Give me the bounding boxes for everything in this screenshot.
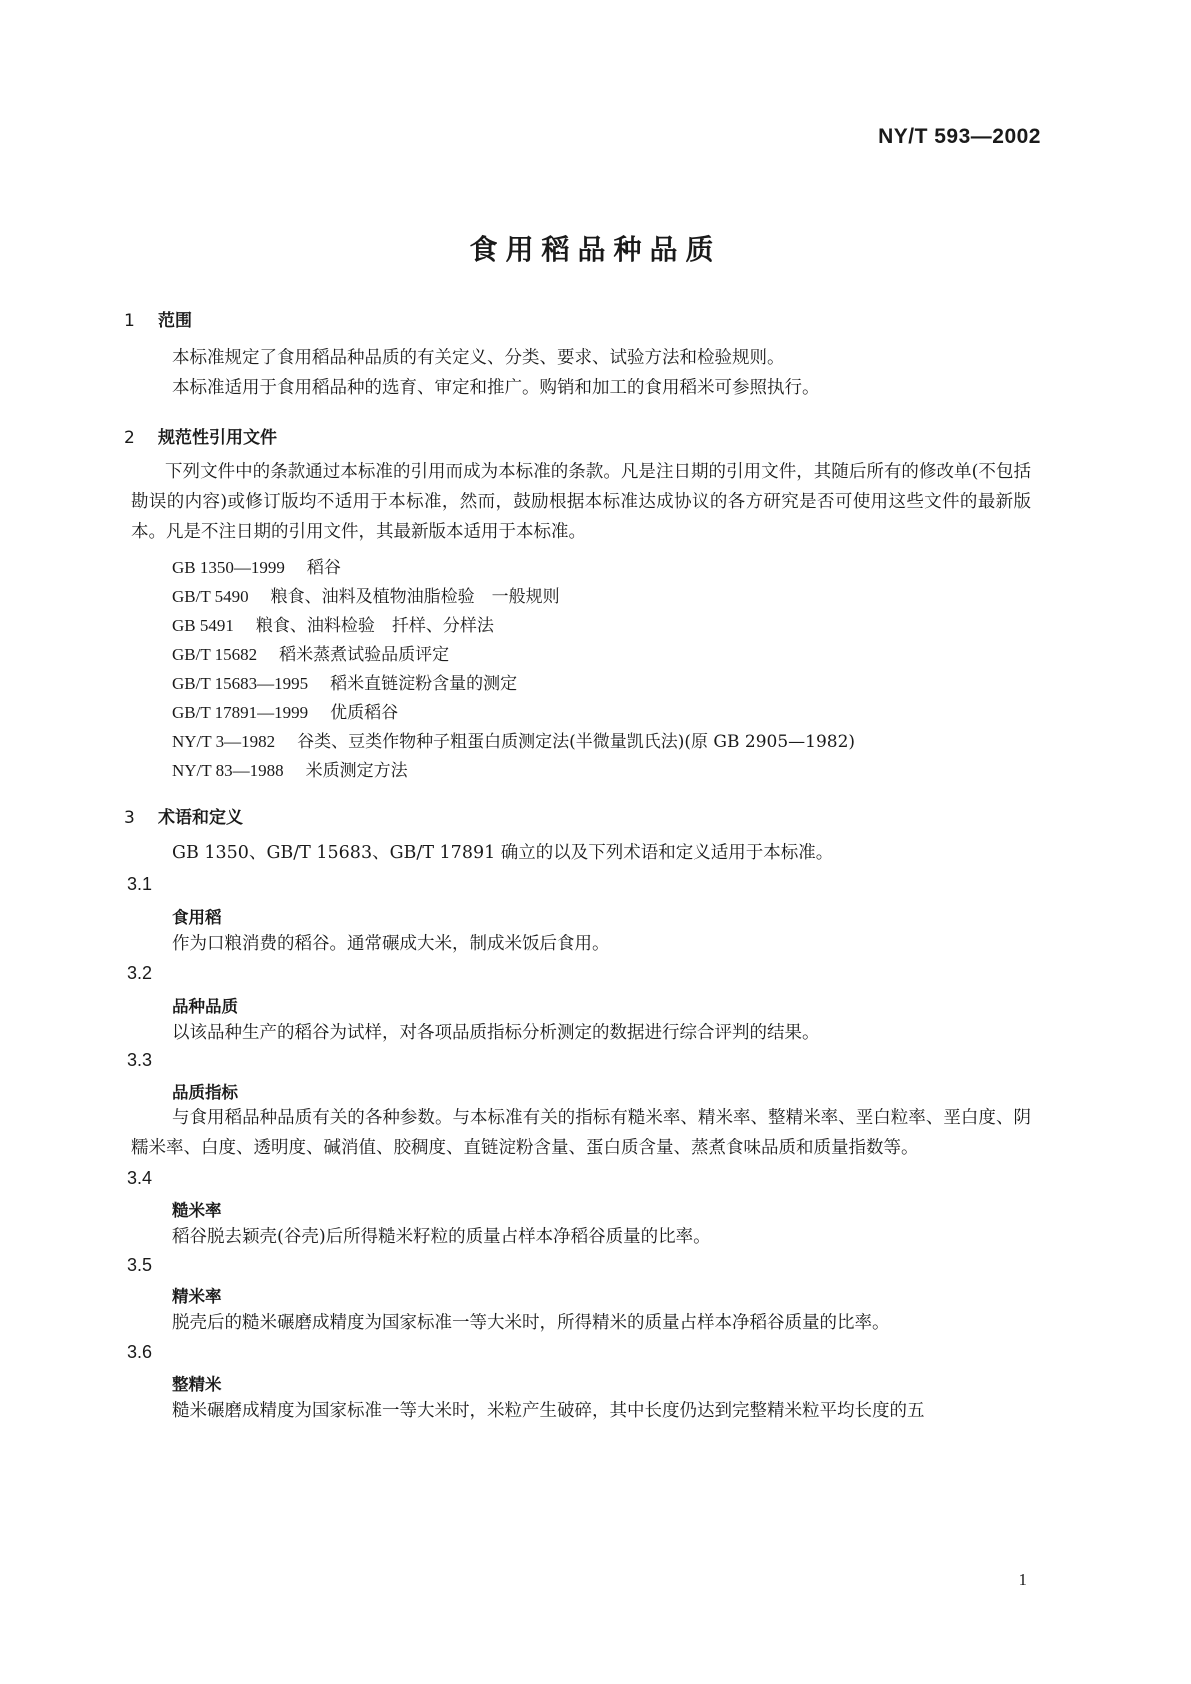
section-number: 1 [124, 311, 135, 331]
reference-code: GB/T 15683—1995 [172, 674, 309, 693]
reference-code: GB/T 15682 [172, 645, 258, 664]
term-name: 食用稻 [172, 908, 222, 927]
term-definition: 糙米碾磨成精度为国家标准一等大米时，米粒产生破碎，其中长度仍达到完整精米粒平均长度的五 [172, 1401, 925, 1421]
reference-code: NY/T 3—1982 [172, 732, 276, 751]
section-1-paragraph: 本标准规定了食用稻品种品质的有关定义、分类、要求、试验方法和检验规则。 [172, 348, 785, 368]
section-title: 术语和定义 [158, 808, 243, 828]
document-title: 食用稻品种品质 [469, 233, 722, 266]
term-definition: 以该品种生产的稻谷为试样，对各项品质指标分析测定的数据进行综合评判的结果。 [172, 1023, 820, 1043]
clause-number: 3.6 [127, 1342, 153, 1362]
standard-code: NY/T 593—2002 [878, 125, 1041, 148]
section-3-intro: GB 1350、GB/T 15683、GB/T 17891 确立的以及下列术语和定义适用于本标准。 [172, 843, 834, 863]
reference-title: 优质稻谷 [330, 703, 399, 723]
term-definition: 与食用稻品种品质有关的各种参数。与本标准有关的指标有糙米率、精米率、整精米率、垩白粒率、垩白度、阴糯米率、白度、透明度、碱消值、胶稠度、直链淀粉含量、蛋白质含量、蒸煮食味品质和质量指数等。 [131, 1108, 1031, 1158]
term-name: 糙米率 [172, 1201, 222, 1220]
term-name: 品质指标 [172, 1083, 238, 1102]
reference-item [172, 553, 341, 578]
reference-title: 粮食、油料及植物油脂检验 一般规则 [270, 587, 560, 607]
reference-title: 米质测定方法 [305, 761, 408, 781]
reference-code: GB 1350—1999 [172, 558, 285, 577]
clause-number: 3.2 [127, 963, 153, 983]
reference-item [172, 582, 560, 607]
section-2-intro: 下列文件中的条款通过本标准的引用而成为本标准的条款。凡是注日期的引用文件，其随后所有的修改单(不包括勘误的内容)或修订版均不适用于本标准，然而，鼓励根据本标准达成协议的各方研究是否可使用这些文件的最新版本。凡是不注日期的引用文件，其最新版本适用于本标准。 [131, 462, 1031, 542]
reference-item [172, 611, 494, 636]
section-title: 范围 [158, 311, 192, 331]
reference-item [172, 640, 449, 665]
reference-item [172, 756, 408, 781]
clause-number: 3.4 [127, 1168, 153, 1188]
section-number: 3 [124, 808, 135, 828]
clause-number: 3.5 [127, 1255, 153, 1275]
term-definition: 脱壳后的糙米碾磨成精度为国家标准一等大米时，所得精米的质量占样本净稻谷质量的比率。 [172, 1313, 890, 1333]
section-1-paragraph: 本标准适用于食用稻品种的选育、审定和推广。购销和加工的食用稻米可参照执行。 [172, 378, 820, 398]
reference-title: 谷类、豆类作物种子粗蛋白质测定法(半微量凯氏法)(原 GB 2905—1982) [297, 732, 856, 752]
term-definition: 作为口粮消费的稻谷。通常碾成大米，制成米饭后食用。 [172, 934, 610, 954]
section-number: 2 [124, 428, 135, 448]
clause-number: 3.3 [127, 1050, 153, 1070]
reference-code: GB/T 5490 [172, 587, 249, 606]
reference-item [172, 727, 855, 752]
reference-title: 稻米直链淀粉含量的测定 [330, 674, 518, 694]
term-name: 精米率 [172, 1287, 222, 1306]
reference-title: 稻米蒸煮试验品质评定 [279, 645, 450, 665]
reference-item [172, 698, 398, 723]
term-name: 整精米 [172, 1375, 222, 1394]
clause-number: 3.1 [127, 874, 153, 894]
section-1-heading [124, 306, 192, 331]
term-name: 品种品质 [172, 997, 238, 1016]
reference-code: NY/T 83—1988 [172, 761, 284, 780]
section-2-heading [124, 423, 277, 448]
section-title: 规范性引用文件 [158, 428, 277, 448]
reference-title: 粮食、油料检验 扦样、分样法 [255, 616, 494, 636]
page-number: 1 [1018, 1570, 1027, 1589]
reference-code: GB/T 17891—1999 [172, 703, 309, 722]
reference-item [172, 669, 517, 694]
term-definition: 稻谷脱去颖壳(谷壳)后所得糙米籽粒的质量占样本净稻谷质量的比率。 [172, 1227, 711, 1247]
reference-code: GB 5491 [172, 616, 234, 635]
reference-title: 稻谷 [306, 558, 341, 578]
section-3-heading [124, 803, 243, 828]
